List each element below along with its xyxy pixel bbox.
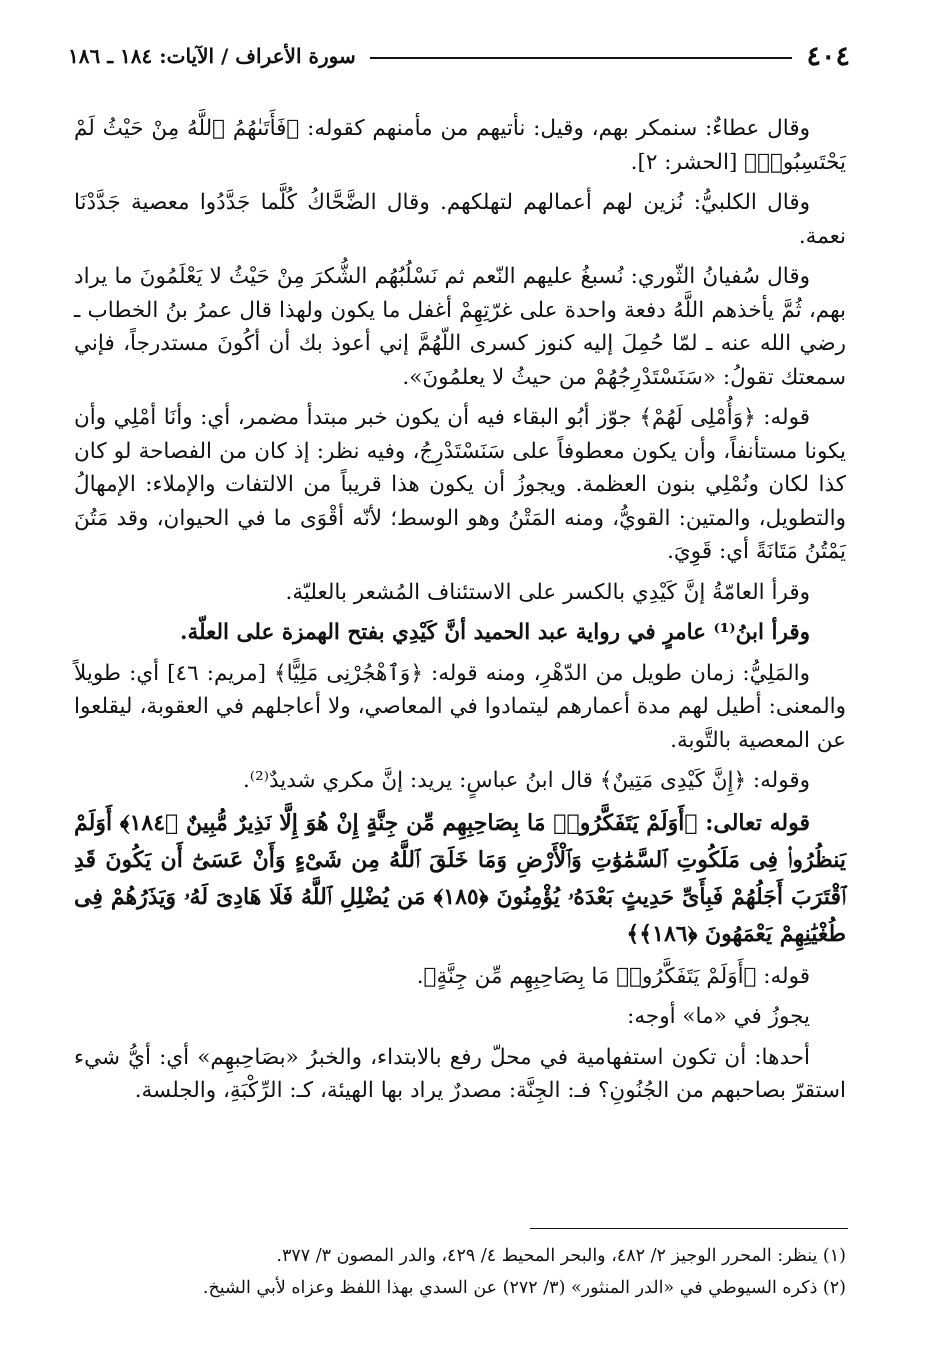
paragraph-kalbi: وقال الكلبيُّ: نُزين لهم أعمالهم لتهلكهم. وقال الضَّحَّاكُ كُلَّما جَدَّدُوا معصية جَدَّدْنَا نعمة. bbox=[74, 190, 846, 249]
footnote-1: (١) ينظر: المحرر الوجيز ٢/ ٤٨٢، والبحر المحيط ٤/ ٤٢٩، والدر المصون ٣/ ٣٧٧. bbox=[276, 1246, 846, 1266]
page-number: ٤٠٤ bbox=[806, 40, 850, 72]
footnotes bbox=[74, 1240, 846, 1304]
paragraph-maliy: والمَلِيُّ: زمان طويل من الدّهْرِ، ومنه قوله: ﴿وَٱهْجُرْنِى مَلِيًّا﴾ [مريم: ٤٦] أي: طويلاً والمعنى: أطيل لهم مدة أعمارهم ليتمادوا في المعاصي، ولا أعاجلهم في العقوبة، ليقلعوا عن المعصية بالتَّوبة. bbox=[74, 660, 846, 753]
paragraph-ata: وقال عطاءٌ: سنمكر بهم، وقيل: نأتيهم من مأمنهم كقوله: ﴿فَأَتَىٰهُمُ ٱللَّهُ مِنْ حَيْثُ لَمْ يَحْتَسِبُوا۟﴾ [الحشر: ٢]. bbox=[74, 116, 846, 175]
footnote-2: (٢) ذكره السيوطي في «الدر المنثور» (٣/ ٢٧٢) عن السدي بهذا اللفظ وعزاه لأبي الشيخ. bbox=[202, 1278, 846, 1298]
sura-title: سورة الأعراف / الآيات: ١٨٤ ـ ١٨٦ bbox=[68, 44, 356, 68]
paragraph-yatafakkaru: قوله: ﴿أَوَلَمْ يَتَفَكَّرُوا۟ مَا بِصَاحِبِهِم مِّن جِنَّةٍ﴾. bbox=[416, 963, 810, 989]
paragraph-kaydi-matin: وقوله: ﴿إِنَّ كَيْدِى مَتِينٌ﴾ قال ابنُ عباسٍ: يريد: إنَّ مكري شديدٌ⁽²⁾. bbox=[242, 768, 810, 793]
paragraph-ma-awjuh: يجوزُ في «ما» أوجه: bbox=[627, 1004, 810, 1029]
paragraph-reading-kasr: وقرأ العامّةُ إنَّ كَيْدِي بالكسر على الاستئناف المُشعر بالعليّة. bbox=[285, 579, 810, 605]
body-text bbox=[74, 112, 846, 1115]
quran-verses-184-186: قوله تعالى: ﴿أَوَلَمْ يَتَفَكَّرُوا۟ مَا بِصَاحِبِهِم مِّن جِنَّةٍ إِنْ هُوَ إِلَّا نَذِيرٌ مُّبِينٌ ﴿١٨٤﴾ أَوَلَمْ يَنظُرُوا۟ فِى مَلَكُوتِ ٱلسَّمَٰوَٰتِ وَٱلْأَرْضِ وَمَا خَلَقَ ٱللَّهُ مِن شَىْءٍ وَأَنْ عَسَىٰٓ أَن يَكُونَ قَدِ ٱقْتَرَبَ أَجَلُهُمْ فَبِأَىِّ حَدِيثٍ بَعْدَهُۥ يُؤْمِنُونَ ﴿١٨٥﴾ مَن يُضْلِلِ ٱللَّهُ فَلَا هَادِىَ لَهُۥ وَيَذَرُهُمْ فِى طُغْيَٰنِهِمْ يَعْمَهُونَ ﴿١٨٦﴾﴾ bbox=[74, 809, 847, 947]
header-rule bbox=[370, 57, 793, 59]
paragraph-reading-ibn-amir: وقرأ ابنُ⁽¹⁾ عامرٍ في رواية عبد الحميد أنَّ كَيْدِي بفتح الهمزة على العلّة. bbox=[179, 620, 810, 645]
running-header bbox=[68, 38, 850, 74]
paragraph-amli-lahum: قوله: ﴿وَأُمْلِى لَهُمْ﴾ جوّز أبُو البقاء فيه أن يكون خبر مبتدأ مضمر، أي: وأنَا أمْلِي وأن يكونا مستأنفاً، وأن يكون معطوفاً على سَنَسْتَدْرِجُ، وفيه نظر: إذ كان من الفصاحة لو كان كذا لكان ونُمْلِي بنون العظمة. ويجوزُ أن يكون هذا قريباً من الالتفات والإملاء: الإمهالُ والتطويل، والمتين: القويُّ، ومنه المَتْنُ وهو الوسط؛ لأنّه أقْوَى ما في الحيوان، وقد مَتُنَ يَمْتُنُ مَتَانَةً أي: قَوِيَ. bbox=[74, 405, 846, 564]
paragraph-thawri: وقال سُفيانُ الثّوري: نُسبغُ عليهم النّعم ثم نَسْلُبُهُم الشُّكرَ مِنْ حَيْثُ لا يَعْلَمُونَ ما يراد بهم، ثُمَّ يأخذهم اللَّهُ دفعة واحدة على غرّتِهِمْ أغفل ما يكون ولهذا قال عمرُ بنُ الخطاب ـ رضي الله عنه ـ لمّا حُمِلَ إليه كنوز كسرى اللّهُمَّ إني أعوذ بك أن أكُونَ مستدرجاً، فإني سمعتك تقولُ: «سَنَسْتَدْرِجُهُمْ من حيثُ لا يعلمُونَ». bbox=[74, 264, 846, 390]
paragraph-first-aspect: أحدها: أن تكون استفهامية في محلّ رفع بالابتداء، والخبرُ «بصَاحِبهِم» أي: أيُّ شيء استقرّ بصاحبهم من الجُنُونِ؟ فـ: الجِنَّة: مصدرٌ يراد بها الهيئة، كـ: الرِّكْبَةِ، والجلسة. bbox=[74, 1044, 846, 1103]
footnote-separator bbox=[530, 1228, 848, 1229]
